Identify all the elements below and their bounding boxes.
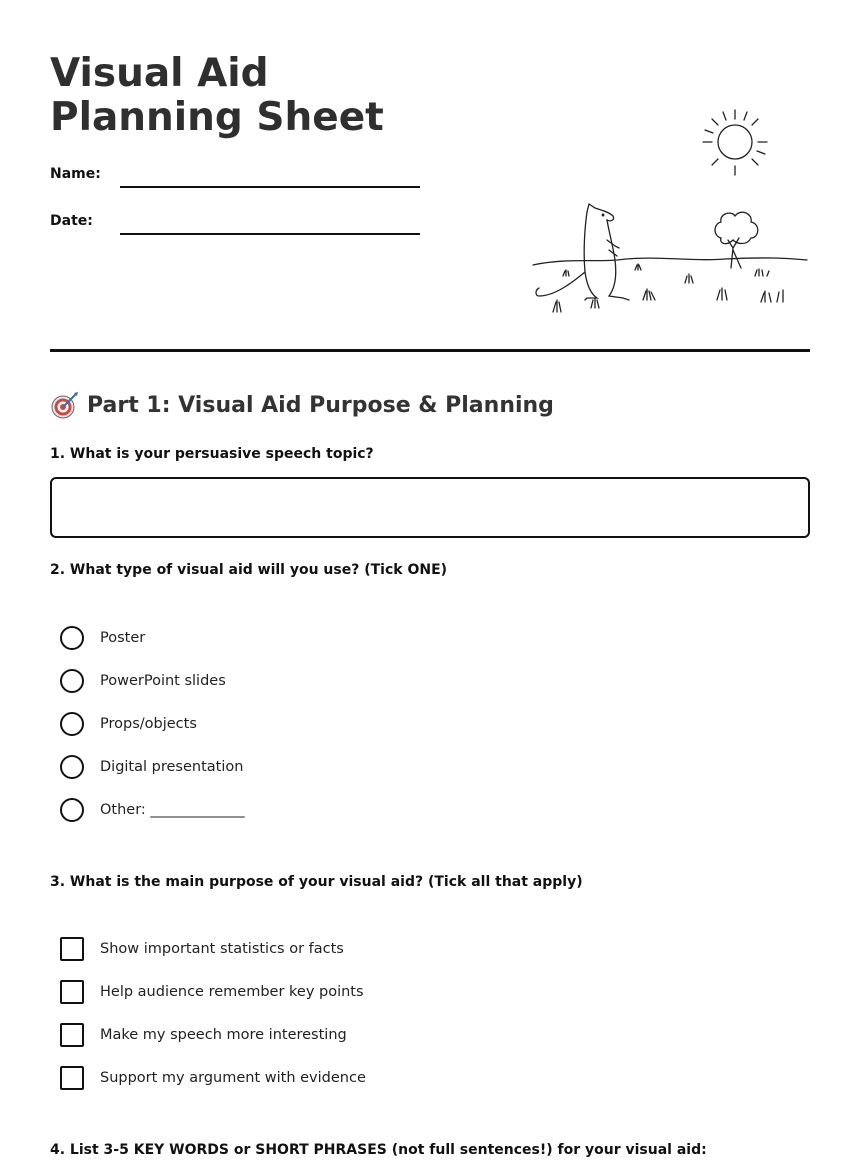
- checkbox[interactable]: [60, 980, 84, 1004]
- option-label: Poster: [100, 630, 146, 646]
- date-label: Date:: [50, 213, 93, 229]
- option-label: Make my speech more interesting: [100, 1027, 347, 1043]
- option-label: Support my argument with evidence: [100, 1070, 366, 1086]
- kangaroo-landscape-illustration: [525, 100, 815, 325]
- option-powerpoint-slides[interactable]: [60, 668, 226, 694]
- option-label: Props/objects: [100, 716, 197, 732]
- name-field[interactable]: [120, 186, 420, 188]
- option-more-interesting[interactable]: [60, 1022, 347, 1048]
- section-title-text: Part 1: Visual Aid Purpose & Planning: [87, 392, 554, 418]
- page-title: Visual Aid Planning Sheet: [50, 51, 384, 140]
- radio-button[interactable]: [60, 755, 84, 779]
- target-icon: [50, 390, 80, 420]
- option-digital-presentation[interactable]: [60, 754, 243, 780]
- radio-button[interactable]: [60, 669, 84, 693]
- question-3: 3. What is the main purpose of your visual aid? (Tick all that apply): [50, 874, 583, 890]
- checkbox[interactable]: [60, 937, 84, 961]
- option-label: Show important statistics or facts: [100, 941, 344, 957]
- kangaroo-icon: [536, 204, 629, 300]
- section-divider: [50, 349, 810, 352]
- checkbox[interactable]: [60, 1066, 84, 1090]
- section-title-part-1: [50, 390, 554, 420]
- question-1: 1. What is your persuasive speech topic?: [50, 446, 374, 462]
- option-props-objects[interactable]: [60, 711, 197, 737]
- option-label: Other: _____________: [100, 802, 245, 818]
- option-poster[interactable]: [60, 625, 145, 651]
- checkbox[interactable]: [60, 1023, 84, 1047]
- sun-icon: [703, 110, 767, 175]
- option-label: PowerPoint slides: [100, 673, 226, 689]
- option-support-argument[interactable]: [60, 1065, 366, 1091]
- date-field[interactable]: [120, 233, 420, 235]
- option-label: Help audience remember key points: [100, 984, 364, 1000]
- option-statistics-facts[interactable]: [60, 936, 344, 962]
- radio-button[interactable]: [60, 712, 84, 736]
- radio-button[interactable]: [60, 798, 84, 822]
- option-remember-key-points[interactable]: [60, 979, 364, 1005]
- question-2: 2. What type of visual aid will you use? (Tick ONE): [50, 562, 448, 578]
- name-label: Name:: [50, 166, 101, 182]
- topic-answer-box[interactable]: [50, 477, 810, 538]
- option-other[interactable]: [60, 797, 245, 823]
- option-label: Digital presentation: [100, 759, 244, 775]
- question-4: 4. List 3-5 KEY WORDS or SHORT PHRASES (not full sentences!) for your visual aid:: [50, 1142, 707, 1158]
- radio-button[interactable]: [60, 626, 84, 650]
